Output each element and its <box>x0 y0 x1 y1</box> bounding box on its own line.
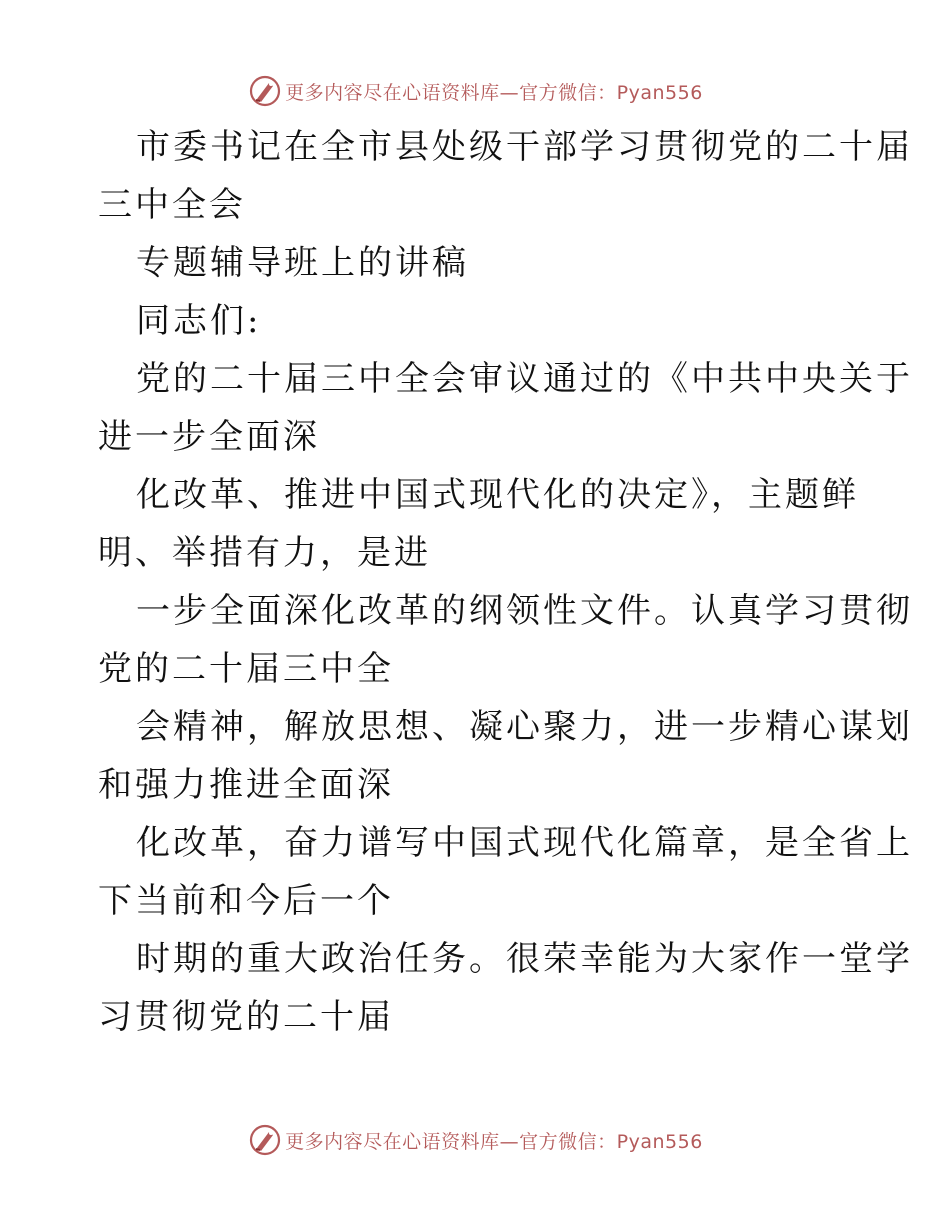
document-line: 进一步全面深 <box>98 417 320 457</box>
footer-banner <box>0 1120 950 1160</box>
pen-logo-icon <box>247 1122 283 1158</box>
document-line: 专题辅导班上的讲稿 <box>136 243 469 283</box>
document-line: 化改革，奋力谱写中国式现代化篇章，是全省上 <box>136 823 913 863</box>
header-banner <box>0 71 950 111</box>
document-line: 市委书记在全市县处级干部学习贯彻党的二十届 <box>136 127 913 167</box>
pen-logo-icon <box>247 73 283 109</box>
document-line: 化改革、推进中国式现代化的决定》，主题鲜 <box>136 475 859 515</box>
document-line: 会精神，解放思想、凝心聚力，进一步精心谋划 <box>136 707 913 747</box>
document-line: 明、举措有力，是进 <box>98 533 431 573</box>
header-banner-text: 更多内容尽在心语资料库—官方微信：Pyan556 <box>285 81 703 104</box>
document-line: 下当前和今后一个 <box>98 881 394 921</box>
document-line: 党的二十届三中全 <box>98 649 394 689</box>
document-line: 一步全面深化改革的纲领性文件。认真学习贯彻 <box>136 591 913 631</box>
document-line: 同志们: <box>136 301 262 341</box>
document-line: 时期的重大政治任务。很荣幸能为大家作一堂学 <box>136 939 913 979</box>
document-line: 党的二十届三中全会审议通过的《中共中央关于 <box>136 359 913 399</box>
document-line: 三中全会 <box>98 185 246 225</box>
document-body <box>98 118 913 1046</box>
document-line: 和强力推进全面深 <box>98 765 394 805</box>
document-line: 习贯彻党的二十届 <box>98 997 394 1037</box>
footer-banner-text: 更多内容尽在心语资料库—官方微信：Pyan556 <box>285 1130 703 1153</box>
